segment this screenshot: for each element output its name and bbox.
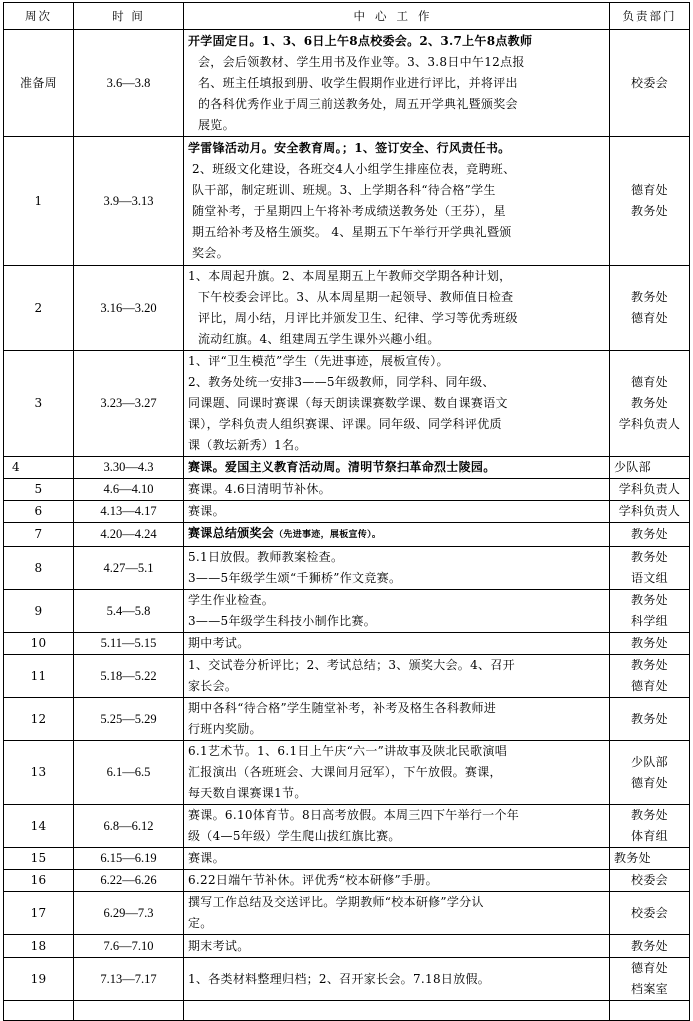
work-line: 队干部，制定班训、班规。3、上学期各科“待合格”学生 bbox=[192, 183, 496, 197]
week-cell: 10 bbox=[4, 633, 74, 655]
work-line: 期五给补考及格生颁奖。 4、星期五下午举行开学典礼暨颁 bbox=[192, 225, 512, 239]
dept-cell bbox=[610, 523, 690, 547]
dept-name: 德育处 bbox=[631, 375, 668, 389]
work-line: 家长会。 bbox=[188, 679, 238, 693]
work-line: 行班内奖励。 bbox=[188, 722, 262, 736]
date-cell: 5.25—5.29 bbox=[74, 698, 184, 741]
work-cell bbox=[184, 137, 610, 266]
work-note: （先进事迹，展板宣传）。 bbox=[274, 530, 382, 540]
dept-name: 科学组 bbox=[631, 614, 668, 628]
work-line: 2、教务处统一安排3——5年级教师，同学科、同年级、 bbox=[188, 375, 495, 389]
date-cell: 5.18—5.22 bbox=[74, 655, 184, 698]
work-line: 期末考试。 bbox=[188, 938, 250, 953]
week-cell: 准备周 bbox=[4, 30, 74, 137]
work-cell bbox=[184, 633, 610, 655]
work-line: 赛课。4.6日清明节补休。 bbox=[188, 482, 331, 496]
work-line: 名、班主任填报到册、收学生假期作业进行评比，并将评出 bbox=[198, 75, 518, 90]
dept-cell bbox=[610, 870, 690, 892]
work-line: 会，会后领教材、学生用书及作业等。3、3.8日中午12点报 bbox=[198, 54, 525, 69]
work-line: 赛课。 bbox=[188, 851, 225, 865]
date-cell: 6.1—6.5 bbox=[74, 741, 184, 805]
week-cell: 19 bbox=[4, 958, 74, 1001]
dept-name: 德育处 bbox=[631, 679, 668, 693]
work-cell bbox=[184, 590, 610, 633]
work-cell bbox=[184, 892, 610, 935]
date-cell: 4.27—5.1 bbox=[74, 547, 184, 590]
work-line: 1、各类材料整理归档；2、召开家长会。7.18日放假。 bbox=[188, 971, 491, 986]
week-cell: 14 bbox=[4, 805, 74, 848]
dept-cell bbox=[610, 266, 690, 351]
work-cell bbox=[184, 655, 610, 698]
header-week: 周次 bbox=[4, 3, 74, 30]
dept-name: 教务处 bbox=[631, 808, 668, 822]
table-row bbox=[4, 655, 690, 698]
work-line bbox=[188, 523, 605, 546]
dept-name: 少队部 bbox=[614, 460, 651, 474]
dept-name: 教务处 bbox=[631, 290, 668, 304]
work-cell bbox=[184, 698, 610, 741]
dept-name: 教务处 bbox=[631, 550, 668, 564]
header-dept: 负责部门 bbox=[610, 3, 690, 30]
work-cell bbox=[184, 457, 610, 479]
dept-cell bbox=[610, 457, 690, 479]
dept-name: 教务处 bbox=[631, 396, 668, 410]
work-line: 课（教坛新秀）1名。 bbox=[188, 438, 307, 452]
week-cell: 1 bbox=[4, 137, 74, 266]
work-cell bbox=[184, 266, 610, 351]
work-line: 1、评“卫生模范”学生（先进事迹，展板宣传）。 bbox=[188, 354, 449, 368]
date-cell: 6.8—6.12 bbox=[74, 805, 184, 848]
week-cell: 18 bbox=[4, 935, 74, 958]
date-cell: 5.4—5.8 bbox=[74, 590, 184, 633]
week-cell: 7 bbox=[4, 523, 74, 547]
week-cell: 12 bbox=[4, 698, 74, 741]
date-cell: 4.13—4.17 bbox=[74, 501, 184, 523]
table-row bbox=[4, 935, 690, 958]
dept-name: 学科负责人 bbox=[618, 504, 681, 518]
work-cell bbox=[184, 741, 610, 805]
empty-cell bbox=[184, 1001, 610, 1021]
dept-name: 少队部 bbox=[631, 754, 668, 769]
dept-name: 学科负责人 bbox=[618, 482, 681, 496]
week-cell: 5 bbox=[4, 479, 74, 501]
dept-name: 校委会 bbox=[631, 873, 668, 887]
dept-name: 教务处 bbox=[631, 527, 668, 541]
date-cell: 3.6—3.8 bbox=[74, 30, 184, 137]
work-line: 3——5年级学生颂“千狮桥”作文竞赛。 bbox=[188, 571, 402, 585]
work-line: 级（4—5年级）学生爬山拔红旗比赛。 bbox=[188, 829, 401, 843]
week-cell: 9 bbox=[4, 590, 74, 633]
dept-cell bbox=[610, 547, 690, 590]
table-row bbox=[4, 958, 690, 1001]
table-row bbox=[4, 351, 690, 457]
table-row bbox=[4, 805, 690, 848]
table-row bbox=[4, 479, 690, 501]
week-cell: 17 bbox=[4, 892, 74, 935]
table-row bbox=[4, 633, 690, 655]
work-cell bbox=[184, 547, 610, 590]
week-cell: 16 bbox=[4, 870, 74, 892]
header-row bbox=[4, 3, 690, 30]
table-row bbox=[4, 266, 690, 351]
dept-name: 教务处 bbox=[631, 658, 668, 672]
dept-cell bbox=[610, 351, 690, 457]
dept-name: 教务处 bbox=[631, 204, 668, 218]
table-row bbox=[4, 741, 690, 805]
dept-cell bbox=[610, 590, 690, 633]
work-line: 赛课。 bbox=[188, 504, 225, 518]
work-line: 5.1日放假。教师教案检查。 bbox=[188, 550, 344, 564]
table-row bbox=[4, 30, 690, 137]
table-row bbox=[4, 590, 690, 633]
work-line: 随堂补考，于星期四上午将补考成绩送教务处（王芬），星 bbox=[192, 204, 506, 218]
table-row bbox=[4, 698, 690, 741]
work-cell bbox=[184, 351, 610, 457]
work-line: 定。 bbox=[188, 916, 213, 930]
work-line: 课），学科负责人组织赛课、评课。同年级、同学科评优质 bbox=[188, 417, 502, 431]
work-line: 下午校委会评比。3、从本周星期一起领导、教师值日检查 bbox=[198, 290, 514, 304]
week-cell: 8 bbox=[4, 547, 74, 590]
schedule-table bbox=[3, 2, 690, 1021]
work-line: 同课题、同课时赛课（每天朗读课赛数学课、数自课赛语文 bbox=[188, 396, 508, 410]
week-cell: 11 bbox=[4, 655, 74, 698]
date-cell: 7.13—7.17 bbox=[74, 958, 184, 1001]
table-row bbox=[4, 523, 690, 547]
week-cell: 15 bbox=[4, 848, 74, 870]
work-line: 奖会。 bbox=[192, 246, 229, 260]
work-line: 展览。 bbox=[198, 117, 235, 132]
header-time: 时 间 bbox=[74, 3, 184, 30]
date-cell: 6.22—6.26 bbox=[74, 870, 184, 892]
work-line: 3——5年级学生科技小制作比赛。 bbox=[188, 614, 377, 628]
dept-cell bbox=[610, 655, 690, 698]
work-line: 撰写工作总结及交送评比。学期教师“校本研修”学分认 bbox=[188, 895, 484, 909]
dept-name: 教务处 bbox=[631, 593, 668, 607]
dept-name: 语文组 bbox=[631, 571, 668, 585]
dept-name: 体育组 bbox=[631, 829, 668, 843]
date-cell: 3.9—3.13 bbox=[74, 137, 184, 266]
work-line: 赛课。爱国主义教育活动周。清明节祭扫革命烈士陵园。 bbox=[188, 460, 496, 474]
date-cell: 4.20—4.24 bbox=[74, 523, 184, 547]
work-line: 评比，周小结，月评比并颁发卫生、纪律、学习等优秀班级 bbox=[198, 311, 518, 325]
dept-name: 档案室 bbox=[631, 982, 668, 996]
dept-cell bbox=[610, 137, 690, 266]
dept-name: 教务处 bbox=[631, 636, 668, 650]
dept-cell bbox=[610, 501, 690, 523]
empty-cell bbox=[74, 1001, 184, 1021]
dept-cell bbox=[610, 633, 690, 655]
work-line: 每天数自课赛课1节。 bbox=[188, 786, 307, 800]
week-cell: 13 bbox=[4, 741, 74, 805]
date-cell: 7.6—7.10 bbox=[74, 935, 184, 958]
table-row bbox=[4, 137, 690, 266]
date-cell: 5.11—5.15 bbox=[74, 633, 184, 655]
work-text: 赛课总结颁奖会 bbox=[188, 526, 275, 540]
dept-cell bbox=[610, 698, 690, 741]
work-line: 学生作业检查。 bbox=[188, 593, 275, 607]
work-cell bbox=[184, 935, 610, 958]
dept-cell bbox=[610, 479, 690, 501]
dept-name: 德育处 bbox=[631, 183, 668, 197]
table-row bbox=[4, 870, 690, 892]
dept-name: 校委会 bbox=[631, 905, 668, 920]
dept-cell bbox=[610, 935, 690, 958]
dept-name: 教务处 bbox=[614, 851, 651, 865]
table-row bbox=[4, 501, 690, 523]
work-cell bbox=[184, 848, 610, 870]
week-cell: 3 bbox=[4, 351, 74, 457]
work-line: 开学固定日。1、3、6日上午8点校委会。2、3.7上午8点教师 bbox=[188, 33, 533, 48]
dept-name: 校委会 bbox=[631, 75, 668, 90]
dept-name: 德育处 bbox=[631, 775, 668, 790]
work-line: 的各科优秀作业于周三前送教务处，周五开学典礼暨颁奖会 bbox=[198, 96, 518, 111]
table-row bbox=[4, 892, 690, 935]
week-cell: 2 bbox=[4, 266, 74, 351]
work-cell bbox=[184, 523, 610, 547]
date-cell: 3.16—3.20 bbox=[74, 266, 184, 351]
week-cell: 4 bbox=[4, 457, 74, 479]
dept-name: 教务处 bbox=[631, 938, 668, 953]
date-cell: 6.15—6.19 bbox=[74, 848, 184, 870]
date-cell: 3.30—4.3 bbox=[74, 457, 184, 479]
work-line: 2、班级文化建设，各班交4人小组学生排座位表，竞聘班、 bbox=[192, 162, 516, 176]
table-row bbox=[4, 547, 690, 590]
work-line: 赛课。6.10体育节。8日高考放假。本周三四下午举行一个年 bbox=[188, 808, 520, 822]
dept-cell bbox=[610, 30, 690, 137]
work-cell bbox=[184, 501, 610, 523]
work-line: 6.22日端午节补休。评优秀“校本研修”手册。 bbox=[188, 873, 438, 887]
work-cell bbox=[184, 479, 610, 501]
work-line: 汇报演出（各班班会、大课间月冠军），下午放假。赛课， bbox=[188, 765, 502, 779]
empty-cell bbox=[4, 1001, 74, 1021]
work-cell bbox=[184, 958, 610, 1001]
table-row bbox=[4, 848, 690, 870]
work-line: 期中各科“待合格”学生随堂补考，补考及格生各科教师进 bbox=[188, 701, 497, 715]
dept-name: 德育处 bbox=[631, 311, 668, 325]
date-cell: 6.29—7.3 bbox=[74, 892, 184, 935]
dept-cell bbox=[610, 958, 690, 1001]
work-line: 1、本周起升旗。2、本周星期五上午教师交学期各种计划， bbox=[188, 269, 512, 283]
dept-cell bbox=[610, 892, 690, 935]
table-row bbox=[4, 457, 690, 479]
header-work: 中心工作 bbox=[184, 3, 610, 30]
work-cell bbox=[184, 30, 610, 137]
work-cell bbox=[184, 870, 610, 892]
date-cell: 4.6—4.10 bbox=[74, 479, 184, 501]
work-line: 流动红旗。4、组建周五学生课外兴趣小组。 bbox=[198, 332, 440, 346]
work-line: 学雷锋活动月。安全教育周。；1、签订安全、行风责任书。 bbox=[188, 141, 511, 155]
dept-name: 教务处 bbox=[631, 711, 668, 726]
empty-row bbox=[4, 1001, 690, 1021]
week-cell: 6 bbox=[4, 501, 74, 523]
dept-name: 学科负责人 bbox=[618, 417, 681, 431]
work-line: 1、交试卷分析评比；2、考试总结；3、颁奖大会。4、召开 bbox=[188, 658, 515, 672]
work-line: 期中考试。 bbox=[188, 636, 250, 650]
dept-cell bbox=[610, 848, 690, 870]
dept-cell bbox=[610, 741, 690, 805]
dept-cell bbox=[610, 805, 690, 848]
work-cell bbox=[184, 805, 610, 848]
date-cell: 3.23—3.27 bbox=[74, 351, 184, 457]
dept-name: 德育处 bbox=[631, 961, 668, 975]
work-line: 6.1艺术节。1、6.1日上午庆“六一”讲故事及陕北民歌演唱 bbox=[188, 744, 508, 758]
empty-cell bbox=[610, 1001, 690, 1021]
